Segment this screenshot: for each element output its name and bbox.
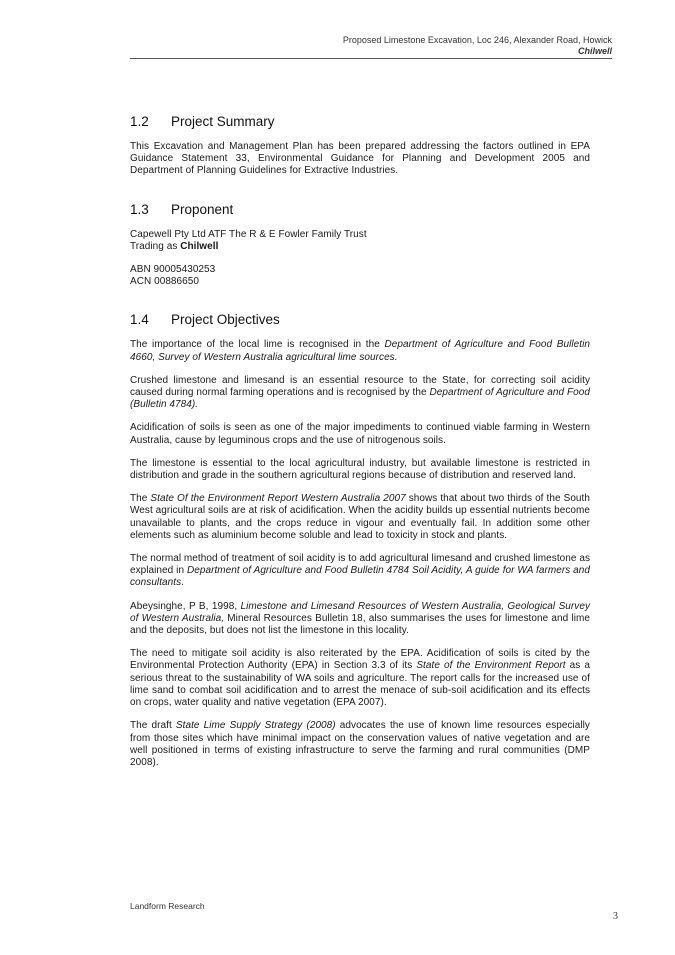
page-body [130, 113, 590, 769]
text: The normal method of treatment of soil acidity is to add agricultural limesand and crushed limestone as explained in [130, 553, 590, 577]
text: Crushed limestone and limesand is an essential resource to the State, for correcting soil acidity caused during normal farming operations and is recognised by the [130, 374, 590, 399]
paragraph [130, 339, 590, 363]
paragraph: This Excavation and Management Plan has been prepared addressing the factors outlined in EPA Guidance Statement 33, Environmental Guidance for Planning and Development 2005 and Department of Planning Guidelines for Extractive Industries. [130, 141, 590, 177]
citation: Department of Agriculture and Food (Bulletin 4784). [130, 387, 590, 411]
section-number: 1.2 [130, 114, 149, 129]
abn: ABN 90005430253 [130, 264, 216, 276]
citation: State Of the Environment Report Western Australia 2007 [150, 493, 406, 505]
section-title: Project Objectives [171, 312, 280, 328]
paragraph [130, 553, 590, 590]
proponent-block [130, 229, 590, 253]
paragraph: Acidification of soils is seen as one of the major impediments to continued viable farming in Western Australia, cause by leguminous crops and the use of nitrogenous soils. [130, 422, 590, 446]
text: shows that about two thirds of the South West agricultural soils are at risk of acidification. When the acidity builds up essential nutrients become unavailable to plants, and the crops reduce in vigour and eventually fail. In addition some other elements such as aluminium become soluble and lead to toxicity in stock and plants. [130, 493, 590, 541]
page-number: 3 [613, 911, 618, 922]
section-title: Proponent [171, 201, 234, 217]
text: Mineral Resources Bulletin 18, also summarises the uses for limestone and lime and the deposits, but does not list the limestone in this locality. [130, 612, 590, 637]
citation: State of the Environment Report [416, 660, 566, 672]
section-heading-1-4 [130, 311, 590, 328]
text: as a serious threat to the sustainability of WA soils and agriculture. The report calls for the increased use of lime sand to combat soil acidification and to arrest the menace of sub-soil acidification and its effects on crops, water quality and native vegetation (EPA 2007). [130, 660, 590, 709]
header-rule [130, 58, 612, 59]
section-title: Project Summary [171, 114, 275, 129]
paragraph [130, 720, 590, 769]
running-header [343, 35, 612, 57]
text: . [181, 577, 184, 589]
section-number: 1.4 [130, 312, 149, 328]
paragraph: The limestone is essential to the local agricultural industry, but available limestone is restricted in distribution and grade in the southern agricultural regions because of distribution and reserved land. [130, 457, 590, 482]
citation: State Lime Supply Strategy (2008) [175, 720, 336, 732]
text: The [130, 493, 151, 505]
paragraph [130, 375, 590, 412]
paragraph [130, 493, 590, 542]
header-brand: Chilwell [577, 46, 612, 56]
citation: Department of Agriculture and Food Bulletin 4660, Survey of Western Australia agricultural lime sources. [130, 339, 590, 363]
paragraph [130, 648, 590, 709]
text: advocates the use of known lime resources especially from those sites which have minimal impact on the conservation values of native vegetation and are well positioned in terms of existing infrastructure to serve the farming and rural communities (DMP 2008). [130, 720, 590, 768]
header-title: Proposed Limestone Excavation, Loc 246, Alexander Road, Howick [342, 35, 612, 45]
footer-org: Landform Research [130, 901, 205, 911]
proponent-name: Capewell Pty Ltd ATF The R & E Fowler Family Trust [130, 228, 367, 240]
acn: ACN 00886650 [130, 276, 199, 288]
citation: Limestone and Limesand Resources of Western Australia, Geological Survey of Western Australia, [130, 600, 590, 624]
text: The need to mitigate soil acidity is also reiterated by the EPA. Acidification of soils is cited by the Environmental Protection Authority (EPA) in Section 3.3 of its [130, 648, 590, 672]
section-heading-1-3 [130, 201, 590, 218]
citation: Department of Agriculture and Food Bulletin 4784 Soil Acidity, A guide for WA farmers and consultants [130, 565, 590, 589]
text: The draft [130, 720, 176, 732]
trading-prefix: Trading as [130, 240, 181, 252]
section-number: 1.3 [130, 201, 149, 217]
paragraph [130, 601, 590, 638]
registration-block [130, 264, 590, 288]
section-heading-1-2 [130, 113, 590, 130]
text: The importance of the local lime is recognised in the [130, 339, 385, 351]
trading-name: Chilwell [180, 240, 219, 252]
text: Abeysinghe, P B, 1998, [130, 600, 241, 612]
